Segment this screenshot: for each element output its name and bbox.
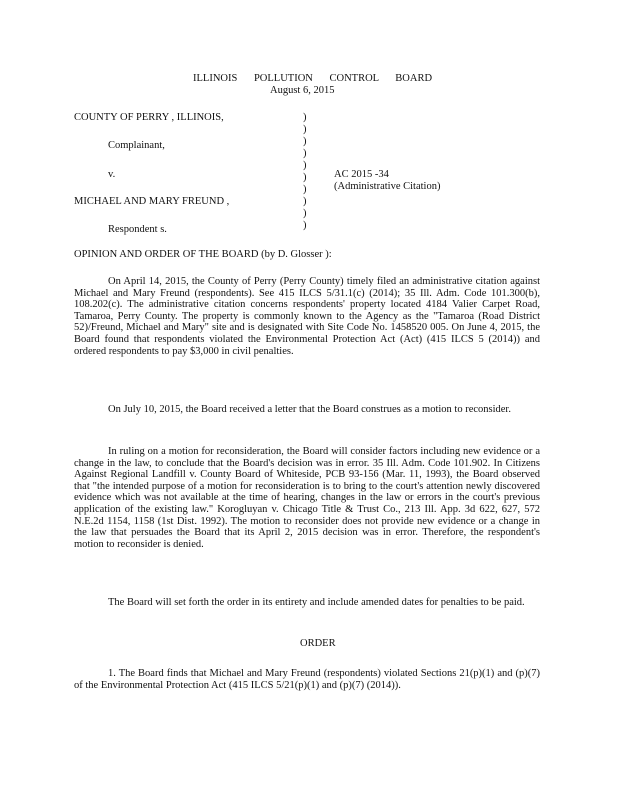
paragraph: [74, 404, 540, 416]
caption-paren: ): [303, 136, 307, 147]
paragraph-text: In ruling on a motion for reconsideration, the Board will consider factors including new evidence or a change in the law, to conclude that the Board's decision was in error. 35 Ill. Adm. Code 101.902. In Citizens Against Regional Landfill v. County Board of Whiteside, PCB 93-156 (Mar. 11, 1993), the Board observed that "the intended purpose of a motion for reconsideration is to bring to the court's attention newly discovered evidence which was not available at the time of hearing, changes in the law or errors in the court's previous application of the existing law." Korogluyan v. Chicago Title & Trust Co., 213 Ill. App. 3d 622, 627, 572 N.E.2d 1154, 1158 (1st Dist. 1992). The motion to reconsider does not provide new evidence or a change in the law that persuades the Board that its April 2, 2015 decision was in error. Therefore, the respondent's motion to reconsider is denied.: [74, 446, 540, 550]
opinion-date: August 6, 2015: [270, 85, 335, 96]
board-name: ILLINOIS POLLUTION CONTROL BOARD: [193, 73, 433, 84]
paragraph: [74, 597, 540, 609]
respondent-label: Respondent s.: [108, 224, 167, 235]
case-type: (Administrative Citation): [334, 181, 441, 192]
caption-paren: ): [303, 112, 307, 123]
order-item-text: 1. The Board finds that Michael and Mary Freund (respondents) violated Sections 21(p)(1) and (p)(7) of the Environmental Protection Act (415 ILCS 5/21(p)(1) and (p)(7) (2014)).: [74, 668, 540, 691]
caption-paren: ): [303, 148, 307, 159]
case-number: AC 2015 -34: [334, 169, 389, 180]
caption-paren: ): [303, 220, 307, 231]
order-heading: ORDER: [300, 638, 336, 649]
complainant-party: COUNTY OF PERRY , ILLINOIS,: [74, 112, 224, 123]
paragraph: [74, 446, 540, 550]
caption-paren: ): [303, 208, 307, 219]
caption-paren: ): [303, 184, 307, 195]
caption-paren: ): [303, 172, 307, 183]
caption-paren: ): [303, 124, 307, 135]
paragraph-text: On April 14, 2015, the County of Perry (Perry County) timely filed an administrative citation against Michael and Mary Freund (respondents). See 415 ILCS 5/31.1(c) (2014); 35 Ill. Adm. Code 101.300(b), 108.202(c). The administrative citation concerns respondents' property located 4184 Valier Carpet Road, Tamaroa, Perry County. The property is commonly known to the Agency as the "Tamaroa (Road District 52)/Freund, Michael and Mary" site and is designated with Site Code No. 1458520 005. On June 4, 2015, the Board found that respondents violated the Environmental Protection Act (Act) (415 ILCS 5 (2014)) and ordered respondents to pay $3,000 in civil penalties.: [74, 276, 540, 357]
opinion-heading: OPINION AND ORDER OF THE BOARD (by D. Glosser ):: [74, 249, 332, 260]
complainant-label: Complainant,: [108, 140, 165, 151]
order-item: [74, 668, 540, 691]
paragraph: [74, 276, 540, 357]
caption-paren: ): [303, 196, 307, 207]
respondent-party: MICHAEL AND MARY FREUND ,: [74, 196, 230, 207]
caption-paren: ): [303, 160, 307, 171]
versus-label: v.: [108, 169, 116, 180]
paragraph-text: The Board will set forth the order in its entirety and include amended dates for penalties to be paid.: [108, 597, 525, 608]
paragraph-text: On July 10, 2015, the Board received a letter that the Board construes as a motion to reconsider.: [108, 404, 511, 415]
